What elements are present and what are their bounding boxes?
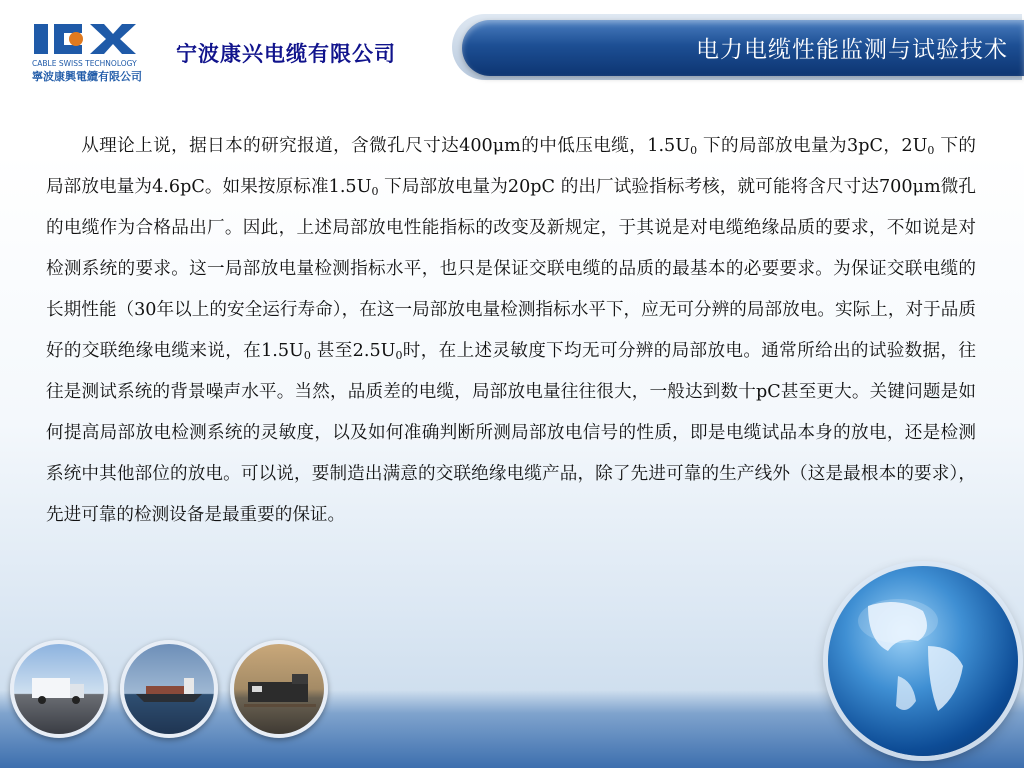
paragraph-text: 时，在上述灵敏度下均无可分辨的局部放电。通常所给出的试验数据，往往是测试系统的背景噪声水平。当然，品质差的电缆，局部放电量往往很大，一般达到数十pC甚至更大。关键问题是如何提高局部放电检测系统的灵敏度，以及如何准确判断所测局部放电信号的性质，即是电缆试品本身的放电，还是检测系统中其他部位的放电。可以说，要制造出满意的交联绝缘电缆产品，除了先进可靠的生产线外（这是最根本的要求），先进可靠的检测设备是最重要的保证。	[46, 341, 976, 525]
title-bar	[462, 20, 1024, 76]
logo-icon	[30, 22, 160, 86]
paragraph-text: 从理论上说，据日本的研究报道，含微孔尺寸达400μm的中低压电缆，1.5U	[81, 136, 691, 156]
subscript: 0	[303, 349, 311, 362]
truck-photo-icon	[10, 640, 108, 738]
body-text	[46, 126, 976, 536]
company-name: 宁波康兴电缆有限公司	[176, 42, 396, 66]
header	[0, 0, 1024, 100]
subscript: 0	[927, 144, 935, 157]
train-photo-icon	[230, 640, 328, 738]
subscript: 0	[395, 349, 403, 362]
subscript: 0	[690, 144, 698, 157]
paragraph-text: 下的局部放电量为3pC，2U	[697, 136, 928, 156]
subscript: 0	[371, 185, 379, 198]
paragraph	[46, 126, 976, 536]
slide-title: 电力电缆性能监测与试验技术	[696, 37, 1008, 63]
logo-company-cn: 寧波康興電纜有限公司	[32, 70, 142, 83]
paragraph-text: 下的局部放电量为4.6pC。如果按原标准1.5U	[46, 136, 976, 197]
logo-tagline: CABLE SWISS TECHNOLOGY	[32, 59, 137, 68]
paragraph-text: 甚至2.5U	[310, 341, 396, 361]
paragraph-text: 下局部放电量为20pC 的出厂试验指标考核，就可能将含尺寸达700μm微孔的电缆作为合格品出厂。因此，上述局部放电性能指标的改变及新规定，于其说是对电缆绝缘品质的要求，不如说是对检测系统的要求。这一局部放电量检测指标水平，也只是保证交联电缆的品质的最基本的必要要求。为保证交联电缆的长期性能（30年以上的安全运行寿命），在这一局部放电量检测指标水平下，应无可分辨的局部放电。实际上，对于品质好的交联绝缘电缆来说，在1.5U	[46, 177, 977, 361]
ship-photo-icon	[120, 640, 218, 738]
globe-icon	[828, 566, 1018, 756]
